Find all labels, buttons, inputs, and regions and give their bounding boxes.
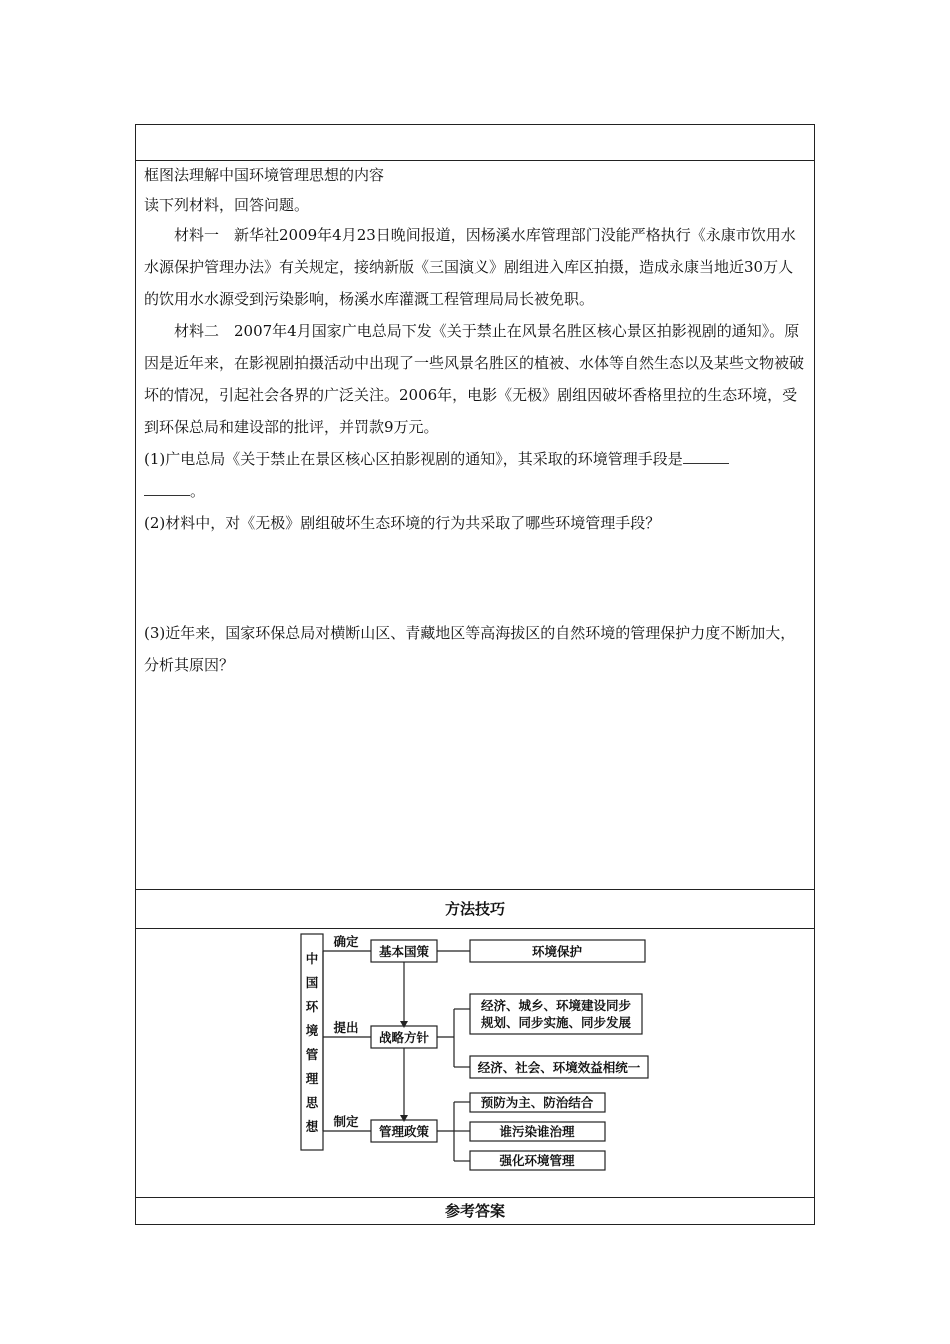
empty-header-cell: [136, 125, 815, 161]
answer-blank[interactable]: [683, 447, 729, 464]
question-2: (2)材料中，对《无极》剧组破坏生态环境的行为共采取了哪些环境管理手段？: [144, 514, 661, 532]
right-label-environment: 环境保护: [531, 944, 583, 959]
root-char-3: 环: [305, 999, 319, 1014]
worksheet-table: [135, 124, 815, 1225]
material-two: 材料二 2007年4月国家广电总局下发《关于禁止在风景名胜区核心景区拍影视剧的通知》。原因是近年来，在影视剧拍摄活动中出现了一些风景名胜区的植被、水体等自然生态以及某些文物被破坏的情况，引起社会各界的广泛关注。2006年，电影《无极》剧组因破坏香格里拉的生态环境，受到环保总局和建设部的批评，并罚款9万元。: [144, 322, 805, 436]
root-char-1: 中: [305, 951, 319, 966]
right-label-strengthen: 强化环境管理: [499, 1153, 575, 1168]
mid-label-management-policy: 管理政策: [378, 1124, 430, 1139]
root-box: [301, 934, 323, 1150]
diagram-cell: [136, 929, 815, 1198]
right-label-benefits: 经济、社会、环境效益相统一: [477, 1060, 641, 1075]
root-char-4: 境: [305, 1023, 319, 1038]
mid-label-strategy: 战略方针: [378, 1030, 430, 1045]
root-char-7: 思: [305, 1095, 319, 1110]
question-1-text: (1)广电总局《关于禁止在景区核心区拍影视剧的通知》，其采取的环境管理手段是: [144, 450, 683, 468]
answer-space: [144, 539, 806, 617]
method-heading: 方法技巧: [136, 890, 815, 929]
question-1: [144, 443, 806, 507]
question-1-end: 。: [190, 482, 206, 500]
answer-blank-continued[interactable]: [144, 479, 190, 496]
content-cell: [136, 161, 815, 890]
right-label-sync-2: 规划、同步实施、同步发展: [480, 1015, 632, 1030]
right-label-prevention: 预防为主、防治结合: [480, 1095, 594, 1110]
answer-heading: 参考答案: [136, 1198, 815, 1225]
question-3: (3)近年来，国家环保总局对横断山区、青藏地区等高海拔区的自然环境的管理保护力度不断加大，分析其原因？: [144, 624, 796, 674]
material-one: 材料一 新华社2009年4月23日晚间报道，因杨溪水库管理部门没能严格执行《永康市饮用水水源保护管理办法》有关规定，接纳新版《三国演义》剧组进入库区拍摄，造成永康当地近30万人的饮用水水源受到污染影响，杨溪水库灌溉工程管理局局长被免职。: [144, 226, 796, 308]
root-char-8: 想: [305, 1119, 319, 1134]
branch-label-confirm: 确定: [333, 934, 359, 949]
root-char-6: 理: [305, 1071, 319, 1086]
branch-label-formulate: 制定: [333, 1114, 359, 1129]
instruction: 读下列材料，回答问题。: [144, 196, 310, 214]
mid-label-basic-policy: 基本国策: [378, 944, 430, 959]
right-label-sync-1: 经济、城乡、环境建设同步: [480, 998, 632, 1013]
environment-management-diagram: [136, 929, 814, 1193]
intro-title: 框图法理解中国环境管理思想的内容: [144, 166, 385, 184]
root-char-5: 管: [305, 1047, 319, 1062]
branch-label-propose: 提出: [333, 1020, 359, 1035]
root-char-2: 国: [305, 975, 319, 990]
right-label-polluter: 谁污染谁治理: [499, 1124, 575, 1139]
